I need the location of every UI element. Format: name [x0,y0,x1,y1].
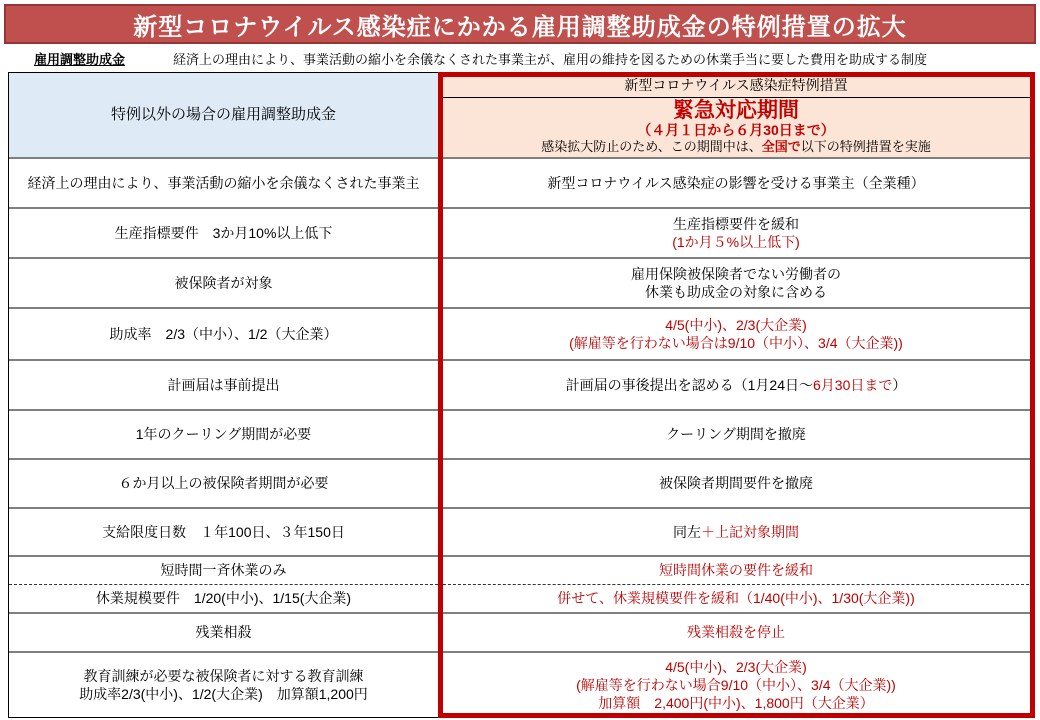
regular-subsidy-cell [9,209,438,257]
special-measure-cell [438,411,1034,458]
regular-subsidy-cell [9,557,438,612]
sub-cell-bottom [9,585,438,612]
special-measure-cell [438,460,1034,507]
text-segment: 教育訓練が必要な被保険者に対する教育訓練 [83,667,364,684]
text-line [444,676,1028,694]
text-line [444,623,1028,641]
table-row [9,307,1034,359]
special-measure-cell [438,259,1034,307]
regular-subsidy-cell [9,509,438,555]
regular-subsidy-cell [9,614,438,651]
text-segment: 休業規模要件 1/20(中小)、1/15(大企業) [95,590,352,607]
text-line [444,174,1028,192]
text-line [444,694,1028,712]
text-line [444,658,1028,676]
text-segment: (1か月５%以上低下) [672,234,800,250]
text-segment: ） [892,376,907,393]
regular-subsidy-cell [9,159,438,207]
text-line [444,523,1028,541]
text-segment: 生産指標要件を緩和 [673,215,799,232]
text-segment: 残業相殺 [195,624,252,641]
text-line [444,561,1028,579]
text-segment: 短時間休業の要件を緩和 [659,562,813,579]
text-segment: ６か月以上の被保険者期間が必要 [118,475,329,492]
regular-subsidy-cell [9,460,438,507]
text-line [444,425,1028,443]
text-segment: クーリング期間を撤廃 [666,426,806,443]
text-line [15,561,432,579]
text-line [15,325,432,343]
text-segment: 全国で [761,139,801,154]
sub-cell-bottom [438,585,1034,612]
subtitle-line [0,44,1040,72]
text-segment: ＋上記対象期間 [701,523,799,540]
text-segment: 計画届は事前提出 [167,376,280,393]
text-segment: 計画届の事後提出を認める（1月24日～ [565,376,813,393]
header-right-cell [438,73,1034,157]
regular-subsidy-cell [9,361,438,409]
emergency-period-dates: （４月１日から６月30日まで） [637,122,835,139]
text-segment: 1年のクーリング期間が必要 [135,426,312,443]
text-segment: 感染拡大防止のため、この期間中は、 [541,139,762,154]
table-row [9,555,1034,612]
text-line [15,224,432,242]
special-measure-cell [438,653,1034,717]
table-row [9,507,1034,555]
text-segment: 以下の特例措置を実施 [800,139,931,154]
special-measure-cell [438,309,1034,359]
text-line [15,685,432,703]
text-segment: 併せて、休業規模要件を緩和（1/40(中小)、1/30(大企業)) [557,590,915,607]
text-segment: 同左 [673,523,701,540]
text-segment: 新型コロナウイルス感染症の影響を受ける事業主（全業種） [547,174,925,191]
table-row [9,651,1034,717]
comparison-table [8,72,1035,718]
special-measure-cell [438,159,1034,207]
title-bar [4,4,1036,44]
text-segment: 生産指標要件 3か月10%以上低下 [114,224,333,241]
subsidy-term: 雇用調整助成金 [34,51,126,67]
text-line [444,283,1028,301]
sub-cell-top [9,557,438,585]
text-line [15,623,432,641]
regular-subsidy-cell [9,309,438,359]
special-measure-heading: 新型コロナウイルス感染症特例措置 [438,73,1034,98]
special-measure-cell [438,361,1034,409]
table-row [9,458,1034,507]
special-measure-cell [438,557,1034,612]
regular-subsidy-cell [9,653,438,717]
text-segment: 経済上の理由により、事業活動の縮小を余儀なくされた事業主 [27,174,420,191]
emergency-period-title: 緊急対応期間 [673,99,799,123]
table-row [9,612,1034,651]
text-line [15,274,432,292]
text-segment: 短時間一斉休業のみ [160,562,287,579]
subsidy-definition: 経済上の理由により、事業活動の縮小を余儀なくされた事業主が、雇用の維持を図るための休業手当に要した費用を助成する制度 [173,51,928,67]
text-segment: 残業相殺を停止 [687,624,785,641]
text-line [444,215,1028,233]
table-row [9,207,1034,257]
text-segment: 被保険者が対象 [174,274,273,291]
slide [0,4,1040,720]
regular-subsidy-cell [9,411,438,458]
text-line [15,523,432,541]
text-line [444,474,1028,492]
text-segment: (解雇等を行わない場合9/10（中小）、3/4（大企業)) [576,676,896,693]
special-measure-cell [438,509,1034,555]
emergency-period-block [438,98,1034,157]
header-left-cell: 特例以外の場合の雇用調整助成金 [9,73,438,157]
special-measure-cell [438,209,1034,257]
text-line [444,334,1028,352]
special-measure-cell [438,614,1034,651]
text-line [15,174,432,192]
table-row [9,359,1034,409]
text-line [444,233,1028,251]
text-segment: 助成率 2/3（中小）、1/2（大企業） [109,325,338,342]
regular-subsidy-cell [9,259,438,307]
text-segment: 加算額 2,400円(中小)、1,800円（大企業） [598,695,874,712]
table-row [9,409,1034,458]
text-segment: 支給限度日数 １年100日、３年150日 [102,523,345,540]
text-segment: 助成率2/3(中小)、1/2(大企業) 加算額1,200円 [79,686,368,702]
table-body [9,157,1034,717]
table-row [9,257,1034,307]
sub-cell-top [438,557,1034,585]
header-row [9,73,1034,157]
text-segment: 雇用保険被保険者でない労働者の [631,265,841,282]
text-line [15,667,432,685]
emergency-period-note [541,139,931,156]
text-line [444,316,1028,334]
text-line [15,589,432,607]
text-line [444,589,1028,607]
text-segment: 被保険者期間要件を撤廃 [659,475,813,492]
text-segment: 4/5(中小)、2/3(大企業) [665,316,807,333]
table-row [9,157,1034,207]
text-line [15,474,432,492]
text-line [444,376,1028,394]
text-segment: 4/5(中小)、2/3(大企業) [665,658,807,675]
text-line [444,265,1028,283]
text-segment: 休業も助成金の対象に含める [645,284,827,300]
text-line [15,376,432,394]
page-title: 新型コロナウイルス感染症にかかる雇用調整助成金の特例措置の拡大 [133,13,907,41]
text-segment: 6月30日まで [813,376,893,393]
text-segment: (解雇等を行わない場合は9/10（中小）、3/4（大企業)) [569,335,903,351]
text-line [15,425,432,443]
